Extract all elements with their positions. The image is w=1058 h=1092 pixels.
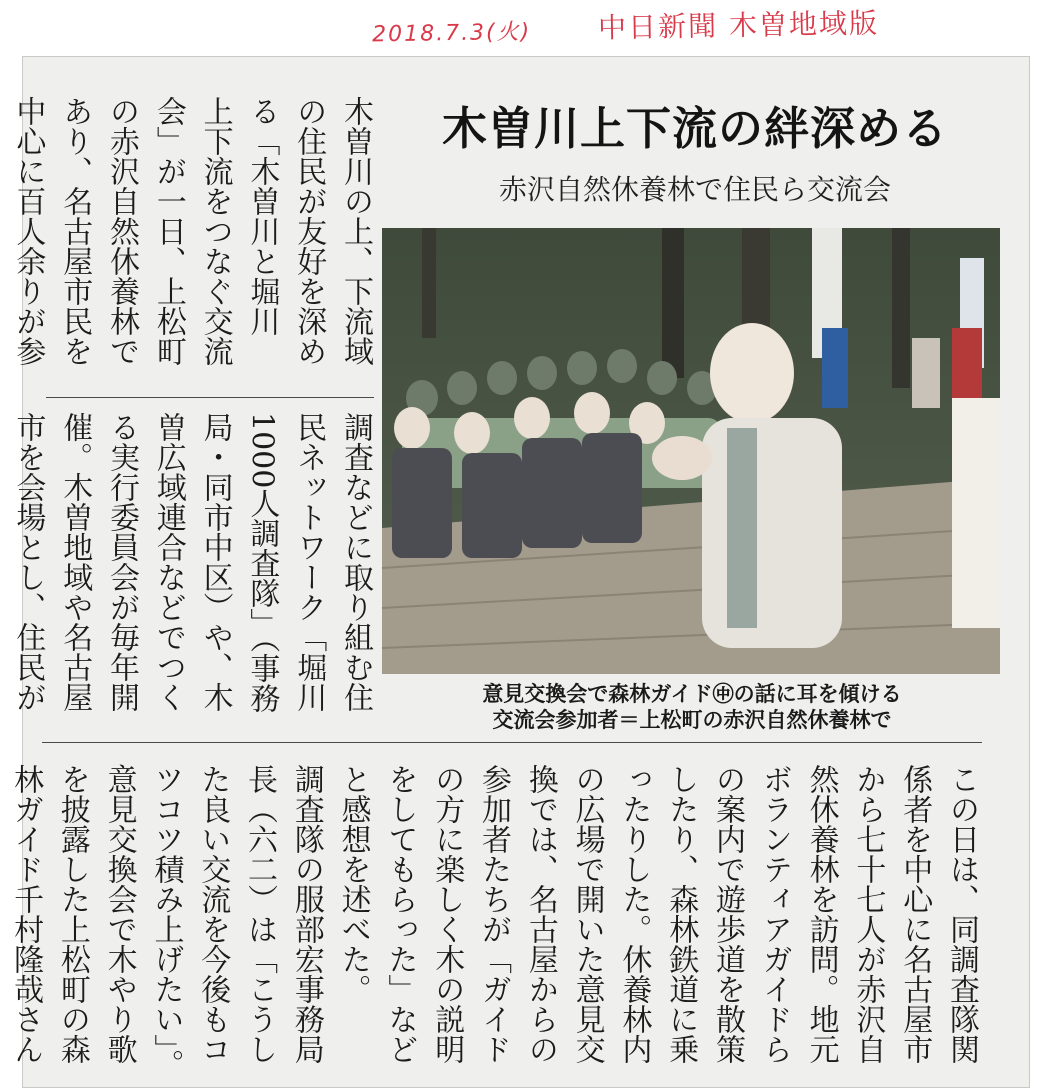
subheadline: 赤沢自然休養林で住民ら交流会: [498, 173, 891, 206]
photo-caption-line-2: 交流会参加者＝上松町の赤沢自然休養林で: [492, 708, 892, 732]
article-middle-text: 調査などに取り組む住民ネットワーク「堀川1000人調査隊」（事務局・同市中区）や、木曽広域連合などでつくる実行委員会が毎年開催。木曽地域や名古屋市を会場とし、住民が: [10, 412, 373, 714]
article-intro-text: 木曽川の上、下流域の住民が友好を深める「木曽川と堀川 上下流をつなぐ交流会」が一日、上松町の赤沢自然休養林であり、名古屋市民を中心に百人余りが参: [10, 96, 373, 366]
photo-caption-line-1: 意見交換会で森林ガイド㊥の話に耳を傾ける: [482, 682, 902, 706]
column-divider-lower: [42, 742, 982, 743]
handwritten-date: 2018.7.3(火): [371, 19, 532, 48]
photo-caption: [390, 681, 994, 733]
column-divider: [46, 397, 374, 398]
handwritten-note: [372, 2, 880, 51]
headline: 木曽川上下流の絆深める: [441, 102, 948, 155]
article-bottom-text: この日は、同調査隊関係者を中心に名古屋市から七十七人が赤沢自然休養林を訪問。地元ボランティアガイドらの案内で遊歩道を散策したり、森林鉄道に乗ったりした。休養林内の広場で開いた意見交換では、名古屋からの参加者たちが「ガイドの方に楽しく木の説明をしてもらった」などと感想を述べた。 調査隊の服部宏事務局長（六二）は「こうした良い交流を今後もコツコツ積み上げたい」。意見交換会で木やり歌を披露した上松町の森林ガイド千村隆哉さん: [8, 764, 979, 1079]
article-photo: [382, 228, 1000, 674]
handwritten-source: 中日新聞 木曽地域版: [597, 6, 880, 45]
photo-illustration: [382, 228, 1000, 674]
